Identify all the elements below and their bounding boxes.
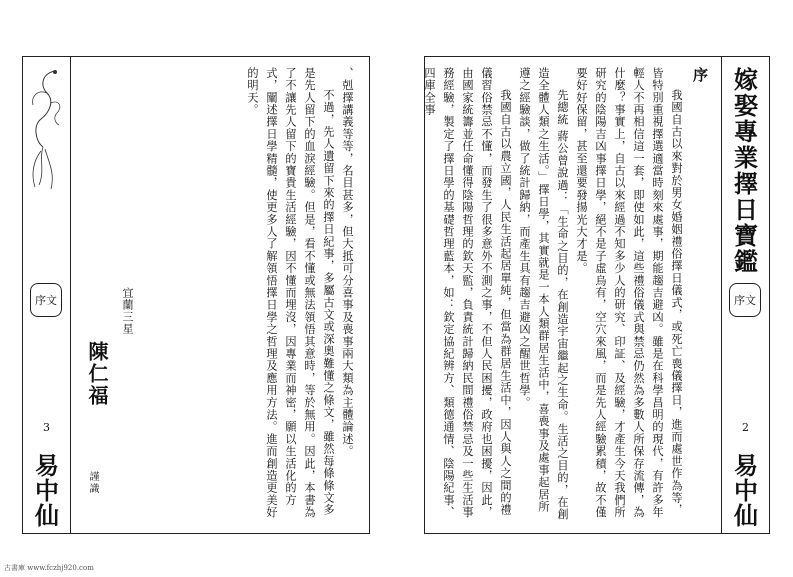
page-number: 2 [742,421,749,434]
signature-name: 陳仁福 [85,341,109,407]
phoenix-illustration [25,63,69,193]
right-side-band [721,57,769,533]
paragraph: 先總統 蔣公曾說過：「生命之目的，在創造宇宙繼起之生命。生活之目的，在創造全體人類之生活。」擇日學，其實就是一本人類群居生活中，喜喪事及處事起居所遵之經驗談，做了統計歸納，而產生具有趨吉避凶之醒世哲學。 [518,67,569,521]
right-page [424,56,770,534]
left-page [22,56,370,534]
right-page-text [423,67,709,523]
paragraph: 、剋擇講義等等，名目甚多，但大抵可分喜事及喪事兩大類為主體論述。 [341,67,354,458]
book-title: 嫁娶專業擇日寶鑑 [729,67,759,275]
paragraph: 我國自古以農立國，人民生活起居單純，但當為群居生活中，因人與人之間的禮儀習俗禁忌不懂，而發生了很多意外不測之事，不但人民困擾，政府也困擾，因此，由國家統籌並任命懂得陰陽哲理的欽天監，負責統計歸納民間禮俗禁忌及一些生活事務經驗，製定了擇日學的基礎哲理藍本，如：欽定協紀辨方、類德通情、陰陽紀事、四庫全事 [423,67,512,519]
section-label: 序文 [729,283,761,317]
signature-note: 謹識 [87,471,98,495]
site-footer: 古書庫 www.fczhj920.com [4,564,94,572]
signature-place: 宜蘭三星 [121,287,134,335]
page-number: 3 [43,421,50,434]
left-side-band [23,57,71,533]
left-page-text [143,67,357,523]
signature-block [81,287,141,497]
preface-heading: 序 [691,67,709,83]
section-label: 序文 [30,283,62,317]
author-name: 易中仙 [729,453,759,528]
paragraph: 我國自古以來對於男女婚姻禮俗擇日儀式，或死亡喪儀擇日，進而處世作為等，皆特別重視擇選適當時刻來處事，期能趨吉避凶。雖是在科學昌明的現代，有許多年輕人不再相信這一套，即使如此，這些禮俗儀式與禁忌仍然為多數人所保存流傳，為什麼？事實上，自古以來經過不知多少人的研究、印証、及經驗，才產生今天我們所研究的陰陽吉凶事擇日學，絕不是子虛烏有，空穴來風，而是先人經驗累積，故不僅要好好保留，甚至還要發揚光大才是。 [575,67,683,519]
author-name: 易中仙 [30,453,60,528]
paragraph: 不過，先人遺留下來的擇日紀事，多屬古文或深奧難懂之條文，雖然每條條文多是先人留下的血淚經驗。但是，看不懂或無法領悟其意時，等於無用。因此，本書為了不讓先人留下的寶貴生活經驗，因不懂而埋沒，因專業而神密，願以生活化的方式，闡述擇日學精髓，使更多人了解領悟擇日學之哲理及應用方法。進而創造更美好的明天。 [246,67,335,519]
